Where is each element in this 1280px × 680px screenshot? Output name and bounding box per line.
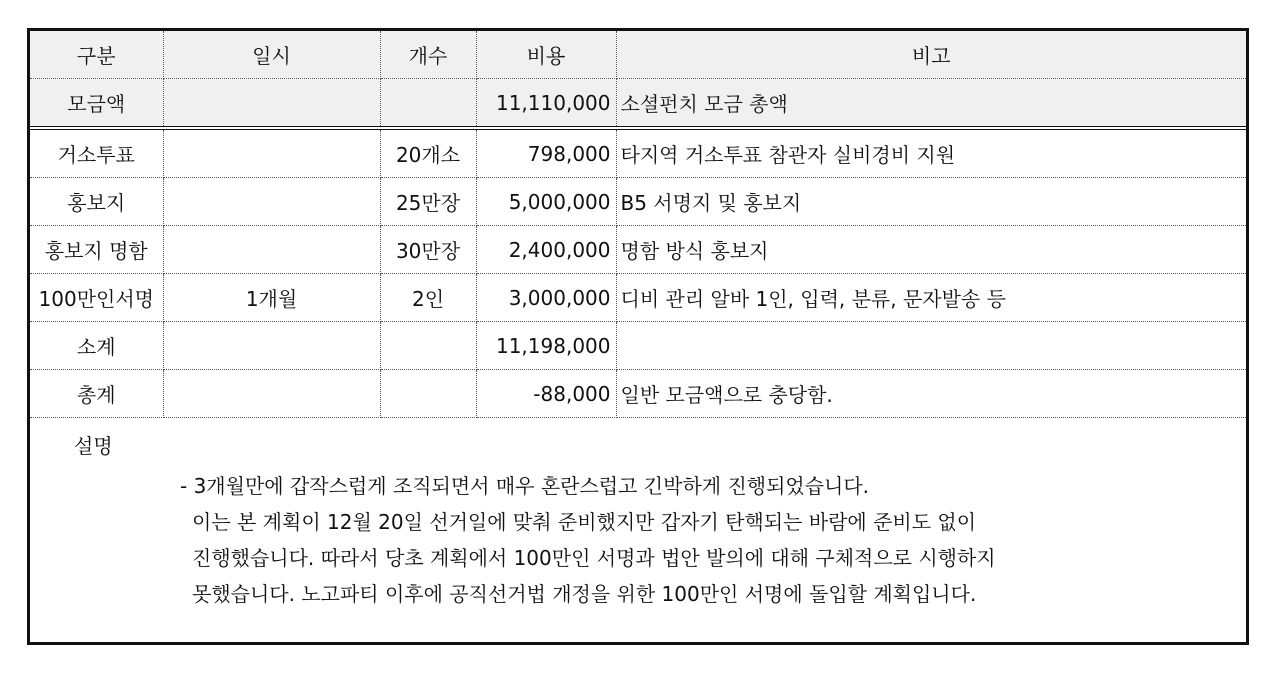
table-cell: 홍보지: [30, 178, 163, 226]
table-cell: 11,198,000: [476, 322, 616, 370]
table-cell: 모금액: [30, 79, 163, 129]
header-row: [30, 31, 1246, 79]
table-cell: 1개월: [163, 274, 380, 322]
description-line: - 3개월만에 갑작스럽게 조직되면서 매우 혼란스럽고 긴박하게 진행되었습니다.: [180, 474, 870, 498]
table-cell: 2인: [380, 274, 476, 322]
table-cell: [616, 322, 1246, 370]
table-cell: [163, 79, 380, 129]
table-cell: 소셜펀치 모금 총액: [616, 79, 1246, 129]
table-cell: B5 서명지 및 홍보지: [616, 178, 1246, 226]
header-date: 일시: [163, 31, 380, 79]
table-cell: [380, 322, 476, 370]
table-cell: 소계: [30, 322, 163, 370]
header-category: 구분: [30, 31, 163, 79]
header-count: 개수: [380, 31, 476, 79]
table-cell: 3,000,000: [476, 274, 616, 322]
table-cell: [163, 322, 380, 370]
table-cell: 홍보지 명함: [30, 226, 163, 274]
table-cell: [163, 178, 380, 226]
table-cell: [163, 370, 380, 418]
description-line: 진행했습니다. 따라서 당초 계획에서 100만인 서명과 법안 발의에 대해 구체적으로 시행하지: [192, 546, 996, 570]
budget-table: [30, 31, 1246, 418]
description-line: 이는 본 계획이 12월 20일 선거일에 맞춰 준비했지만 갑자기 탄핵되는 바람에 준비도 없이: [192, 510, 977, 534]
header-note: 비고: [616, 31, 1246, 79]
fundraising-total-row: [30, 79, 1246, 129]
table-row: [30, 178, 1246, 226]
table-cell: 총계: [30, 370, 163, 418]
table-cell: 25만장: [380, 178, 476, 226]
table-cell: -88,000: [476, 370, 616, 418]
description-title: 설명: [74, 434, 113, 458]
header-cost: 비용: [476, 31, 616, 79]
description-body: [30, 466, 1246, 612]
table-cell: 거소투표: [30, 128, 163, 178]
subtotal-row: [30, 322, 1246, 370]
table-cell: 798,000: [476, 128, 616, 178]
table-cell: 타지역 거소투표 참관자 실비경비 지원: [616, 128, 1246, 178]
table-cell: [163, 226, 380, 274]
table-row: [30, 226, 1246, 274]
table-cell: [380, 370, 476, 418]
budget-sheet: [27, 28, 1249, 645]
table-cell: 30만장: [380, 226, 476, 274]
table-cell: 디비 관리 알바 1인, 입력, 분류, 문자발송 등: [616, 274, 1246, 322]
table-cell: 20개소: [380, 128, 476, 178]
table-cell: 명함 방식 홍보지: [616, 226, 1246, 274]
table-cell: 일반 모금액으로 충당함.: [616, 370, 1246, 418]
description-line: 못했습니다. 노고파티 이후에 공직선거법 개정을 위한 100만인 서명에 돌입할 계획입니다.: [192, 582, 977, 606]
table-cell: 5,000,000: [476, 178, 616, 226]
table-row: [30, 274, 1246, 322]
table-cell: 2,400,000: [476, 226, 616, 274]
table-cell: 11,110,000: [476, 79, 616, 129]
description-section: [30, 418, 1246, 612]
table-cell: 100만인서명: [30, 274, 163, 322]
table-cell: [163, 128, 380, 178]
table-cell: [380, 79, 476, 129]
table-row: [30, 128, 1246, 178]
grand-total-row: [30, 370, 1246, 418]
